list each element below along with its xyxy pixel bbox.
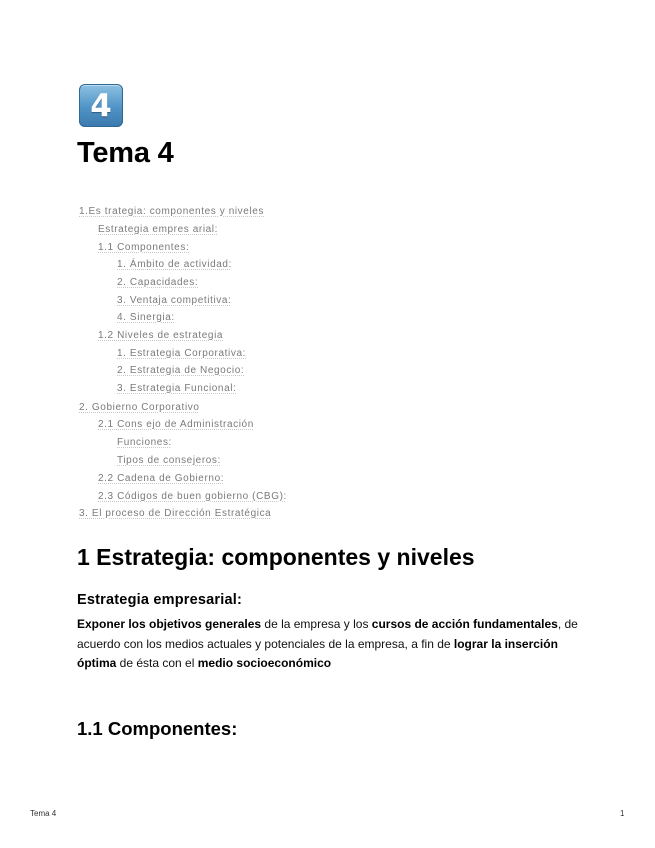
toc-link[interactable]: 2. Capacidades: (117, 277, 199, 288)
toc-link[interactable]: Funciones: (117, 437, 172, 448)
toc-link[interactable]: 3. El proceso de Dirección Estratégica (79, 508, 272, 519)
toc-link[interactable]: Tipos de consejeros: (117, 455, 221, 466)
toc-link[interactable]: 2.2 Cadena de Gobierno: (98, 473, 225, 484)
keycap-four-icon (79, 84, 123, 127)
toc-link[interactable]: 1. Ámbito de actividad: (117, 259, 232, 270)
toc-link[interactable]: 3. Estrategia Funcional: (117, 383, 237, 394)
bold-text: Exponer los objetivos generales (77, 617, 262, 631)
toc-link[interactable]: 2.3 Códigos de buen gobierno (CBG): (98, 491, 287, 502)
toc-link[interactable]: 1.2 Niveles de estrategia (98, 330, 224, 341)
toc-link[interactable]: 2. Estrategia de Negocio: (117, 365, 245, 376)
footer-title: Tema 4 (30, 809, 57, 818)
toc-link[interactable]: 1.1 Componentes: (98, 242, 190, 253)
toc-link[interactable]: Estrategia empres arial: (98, 224, 219, 235)
bold-text: lograr la inserción óptima (77, 636, 558, 670)
toc-link[interactable]: 1. Estrategia Corporativa: (117, 348, 246, 359)
toc-link[interactable]: 1.Es trategia: componentes y niveles (79, 206, 265, 217)
toc-link[interactable]: 4. Sinergia: (117, 312, 175, 323)
plain-text: de ésta con el (116, 656, 198, 670)
badge-digit: 4 (90, 87, 112, 124)
page-number: 1 (620, 809, 625, 818)
toc-link[interactable]: 3. Ventaja competitiva: (117, 295, 232, 306)
definition-paragraph (77, 615, 587, 674)
subheading-estrategia-empresarial: Estrategia empresarial: (77, 592, 242, 608)
section-heading-1: 1 Estrategia: componentes y niveles (77, 544, 475, 570)
toc-link[interactable]: 2.1 Cons ejo de Administración (98, 419, 254, 430)
toc-link[interactable]: 2. Gobierno Corporativo (79, 402, 200, 413)
page-title: Tema 4 (77, 137, 174, 169)
plain-text: de la empresa y los (261, 617, 372, 631)
plain-text: , de acuerdo con los medios actuales y potenciales de la empresa, a fin de (77, 617, 578, 651)
bold-text: medio socioeconómico (197, 656, 332, 670)
section-heading-1-1: 1.1 Componentes: (77, 718, 238, 739)
bold-text: cursos de acción fundamentales (371, 617, 558, 631)
